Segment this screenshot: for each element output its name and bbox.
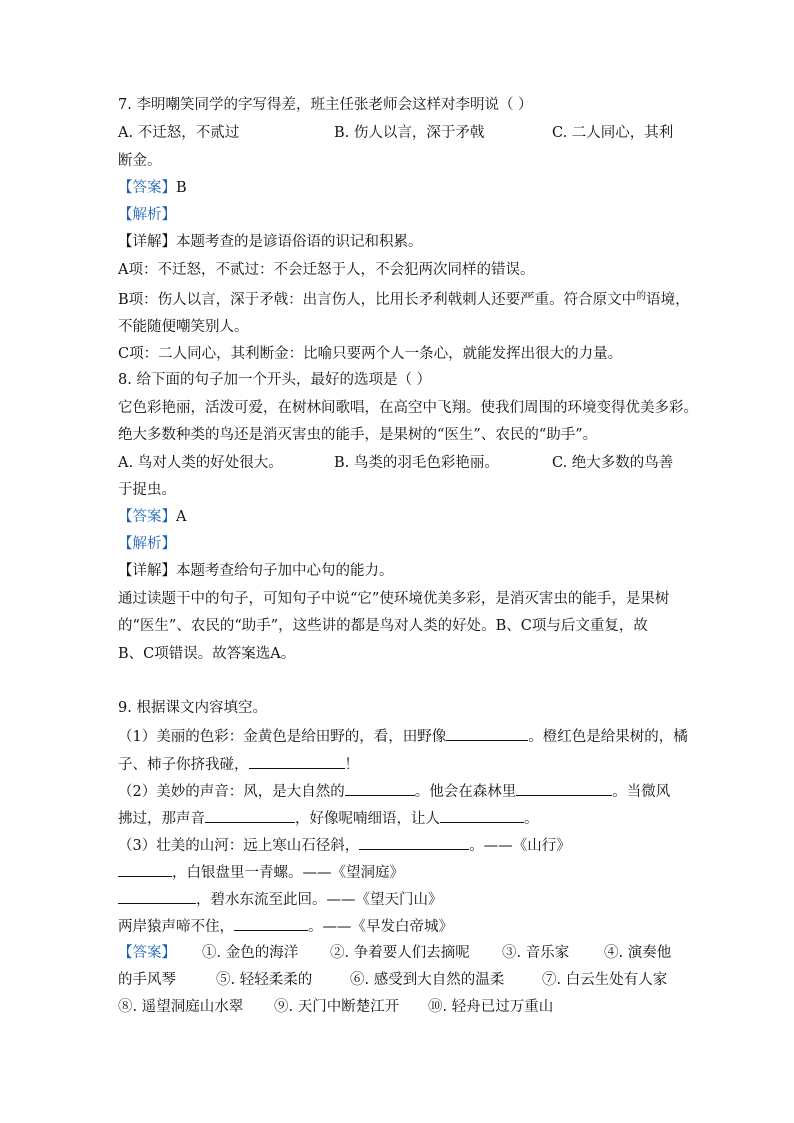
q8-explanation-1: 通过读题干中的句子，可知句子中说“它”使环境优美多彩，是消灭害虫的能手，是果树 bbox=[118, 591, 670, 607]
q9-stem: 9. 根据课文内容填空。 bbox=[118, 700, 267, 716]
q7-item-b bbox=[118, 291, 690, 311]
fill-blank[interactable] bbox=[359, 835, 469, 850]
answer-value: B bbox=[176, 180, 187, 196]
q9-p3-text-a: （3）壮美的山河：远上寒山石径斜， bbox=[118, 838, 360, 854]
q9-p3-text-c: ，白银盘里一青螺。——《望洞庭》 bbox=[172, 865, 404, 881]
q7-analysis-tag: 【解析】 bbox=[118, 207, 176, 223]
fill-blank[interactable] bbox=[234, 916, 308, 931]
q9-p3-text-d: ，碧水东流至此回。——《望天门山》 bbox=[196, 892, 443, 908]
q7-item-b-text: B项：伤人以言，深于矛戟：出言伤人，比用长矛利戟刺人还要严重。符合原文中 bbox=[118, 292, 637, 308]
q9-part-3-line-2 bbox=[118, 862, 404, 882]
q9-answer-5: ⑤. 轻轻柔柔的 bbox=[216, 972, 313, 988]
fill-blank[interactable] bbox=[440, 808, 524, 823]
q8-analysis-tag: 【解析】 bbox=[118, 536, 176, 552]
q9-p2-text-a: （2）美妙的声音：风，是大自然的 bbox=[118, 784, 345, 800]
q8-detail bbox=[118, 562, 394, 580]
fill-blank[interactable] bbox=[118, 889, 196, 904]
fill-blank[interactable] bbox=[249, 754, 345, 769]
q9-answer-8: ⑧. 遥望洞庭山水翠 bbox=[118, 999, 244, 1015]
q9-part-1-cont bbox=[118, 754, 359, 774]
q9-p1-text-a: （1）美丽的色彩：金黄色是给田野的，看，田野像 bbox=[118, 729, 447, 745]
answer-tag: 【答案】 bbox=[118, 180, 176, 196]
q9-answer-10: ⑩. 轻舟已过万重山 bbox=[428, 999, 554, 1015]
fill-blank[interactable] bbox=[446, 726, 528, 741]
q9-p2-text-c: 。当微风 bbox=[612, 784, 671, 800]
answer-tag: 【答案】 bbox=[118, 945, 176, 961]
answer-tag: 【答案】 bbox=[118, 509, 176, 525]
q7-option-c: C. 二人同心，其利 bbox=[552, 125, 674, 141]
fill-blank[interactable] bbox=[118, 862, 172, 877]
q8-text-1: 它色彩艳丽，活泼可爱，在树林间歌唱，在高空中飞翔。使我们周围的环境变得优美多彩。 bbox=[118, 400, 698, 416]
q9-answer-1: ①. 金色的海洋 bbox=[202, 945, 299, 961]
detail-text: 本题考查给句子加中心句的能力。 bbox=[176, 563, 394, 579]
q9-answer-9: ⑨. 天门中断楚江开 bbox=[274, 999, 400, 1015]
q9-answer-4: ④. 演奏他 bbox=[604, 945, 672, 961]
q9-part-1 bbox=[118, 726, 688, 746]
q9-answer-3: ③. 音乐家 bbox=[502, 945, 570, 961]
q9-answer-2: ②. 争着要人们去摘呢 bbox=[330, 945, 470, 961]
q9-p3-text-b: 。——《山行》 bbox=[469, 838, 571, 854]
q7-item-a: A项：不迁怒，不贰过：不会迁怒于人，不会犯两次同样的错误。 bbox=[118, 262, 535, 278]
q7-option-b: B. 伤人以言，深于矛戟 bbox=[334, 125, 485, 141]
q8-explanation-3: B、C项错误。故答案选A。 bbox=[118, 646, 296, 662]
q9-p2-text-e: ，好像呢喃细语，让人 bbox=[295, 811, 440, 827]
q9-p1-text-d: ！ bbox=[344, 757, 359, 773]
q8-option-a: A. 鸟对人类的好处很大。 bbox=[118, 455, 283, 471]
q8-answer bbox=[118, 508, 186, 526]
q8-explanation-2: 的“医生”、农民的“助手”，这些讲的都是鸟对人类的好处。B、C项与后文重复，故 bbox=[118, 618, 648, 634]
answer-value: A bbox=[176, 509, 187, 525]
q9-p2-text-f: 。 bbox=[524, 811, 539, 827]
fill-blank[interactable] bbox=[345, 781, 415, 796]
q9-p2-text-d: 拂过，那声音 bbox=[118, 811, 205, 827]
q8-stem: 8. 给下面的句子加一个开头，最好的选项是（ ） bbox=[118, 372, 432, 388]
q7-answer bbox=[118, 179, 187, 197]
q7-item-b-sup: 的 bbox=[636, 291, 647, 302]
q9-part-3 bbox=[118, 835, 571, 855]
q9-part-3-line-4 bbox=[118, 916, 453, 936]
detail-text: 本题考查的是谚语俗语的识记和积累。 bbox=[176, 234, 423, 250]
q7-item-b-cont: 不能随便嘲笑别人。 bbox=[118, 319, 249, 335]
detail-tag: 【详解】 bbox=[118, 563, 176, 579]
fill-blank[interactable] bbox=[516, 781, 612, 796]
q7-item-b-text-2: 语境， bbox=[646, 292, 690, 308]
q9-part-2-cont bbox=[118, 808, 539, 828]
q9-p2-text-b: 。他会在森林里 bbox=[414, 784, 517, 800]
q9-p1-text-b: 。橙红色是给果树的，橘 bbox=[528, 729, 688, 745]
q9-p1-text-c: 子、柿子你挤我碰， bbox=[118, 757, 249, 773]
q7-option-c-cont: 断金。 bbox=[118, 153, 162, 169]
q7-option-a: A. 不迁怒，不贰过 bbox=[118, 125, 240, 141]
q7-item-c: C项：二人同心，其利断金：比喻只要两个人一条心，就能发挥出很大的力量。 bbox=[118, 346, 623, 362]
detail-tag: 【详解】 bbox=[118, 234, 176, 250]
q9-answer-7: ⑦. 白云生处有人家 bbox=[542, 972, 668, 988]
q8-option-b: B. 鸟类的羽毛色彩艳丽。 bbox=[334, 455, 499, 471]
fill-blank[interactable] bbox=[205, 808, 295, 823]
q9-part-2 bbox=[118, 781, 670, 801]
q9-answer-4-cont: 的手风琴 bbox=[118, 972, 176, 988]
q8-text-2: 绝大多数种类的鸟还是消灭害虫的能手，是果树的“医生”、农民的“助手”。 bbox=[118, 427, 598, 443]
q7-detail bbox=[118, 233, 423, 251]
q7-stem: 7. 李明嘲笑同学的字写得差，班主任张老师会这样对李明说（ ） bbox=[118, 97, 533, 113]
q9-p3-text-e: 两岸猿声啼不住， bbox=[118, 919, 234, 935]
q8-option-c: C. 绝大多数的鸟善 bbox=[552, 455, 674, 471]
q8-option-c-cont: 于捉虫。 bbox=[118, 482, 176, 498]
q9-p3-text-f: 。——《早发白帝城》 bbox=[308, 919, 453, 935]
q9-answer-6: ⑥. 感受到大自然的温柔 bbox=[350, 972, 505, 988]
q9-part-3-line-3 bbox=[118, 889, 443, 909]
